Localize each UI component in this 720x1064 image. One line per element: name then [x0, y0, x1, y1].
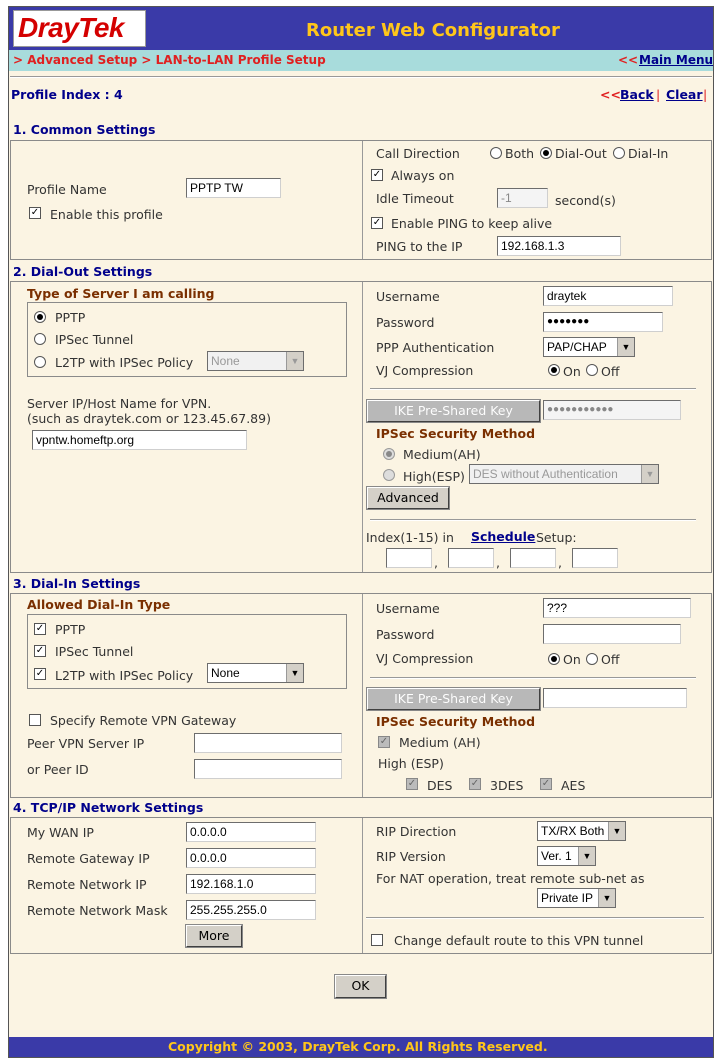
back-arrows: <<: [600, 87, 621, 102]
schedule-index-4[interactable]: [572, 548, 618, 568]
server-host-input[interactable]: vpntw.homeftp.org: [32, 430, 247, 450]
direction-dialin-radio[interactable]: [613, 147, 625, 159]
dialout-ike-input[interactable]: ●●●●●●●●●●●: [543, 400, 681, 420]
dialin-ipsec-checkbox[interactable]: ✓: [35, 645, 45, 656]
ping-ip-label: PING to the IP: [376, 239, 463, 254]
select-value: None: [211, 666, 240, 680]
column-divider: [362, 141, 363, 259]
remote-network-label: Remote Network IP: [27, 877, 147, 892]
rip-version-select[interactable]: [537, 846, 596, 866]
draytek-logo: [13, 10, 146, 47]
divider: [370, 519, 696, 521]
dialout-username-label: Username: [376, 289, 440, 304]
schedule-suffix: Setup:: [536, 530, 577, 545]
schedule-index-3[interactable]: [510, 548, 556, 568]
nat-select[interactable]: [537, 888, 616, 908]
dialin-ike-button[interactable]: IKE Pre-Shared Key: [367, 688, 540, 710]
dropdown-arrow-icon: ▼: [286, 352, 303, 370]
ppp-auth-select[interactable]: [543, 337, 635, 357]
direction-dialout-radio[interactable]: [540, 147, 552, 159]
comma: ,: [434, 555, 438, 570]
dialin-username-input[interactable]: ???: [543, 598, 691, 618]
dialout-high-radio[interactable]: [383, 469, 395, 481]
server-pptp-radio[interactable]: [34, 311, 46, 323]
column-divider: [362, 818, 363, 953]
allowed-dialin-title: Allowed Dial-In Type: [27, 597, 171, 612]
schedule-index-2[interactable]: [448, 548, 494, 568]
ok-button[interactable]: OK: [335, 975, 386, 998]
dialin-vj-on-radio[interactable]: [548, 653, 560, 665]
peer-id-label: or Peer ID: [27, 762, 89, 777]
dialout-high-label: High(ESP): [403, 469, 465, 484]
separator: |: [656, 87, 661, 102]
section-heading-common: 1. Common Settings: [13, 122, 156, 137]
server-pptp-label: PPTP: [55, 310, 86, 325]
dialin-high-label: High (ESP): [378, 756, 444, 771]
comma: ,: [558, 555, 562, 570]
dialout-username-input[interactable]: draytek: [543, 286, 673, 306]
dialin-3des-checkbox[interactable]: ✓: [470, 778, 480, 789]
dialout-high-select[interactable]: [469, 464, 659, 484]
rip-direction-label: RIP Direction: [376, 824, 457, 839]
divider: [366, 917, 704, 919]
rip-version-label: RIP Version: [376, 849, 446, 864]
idle-timeout-label: Idle Timeout: [376, 191, 454, 206]
select-value: None: [211, 354, 240, 368]
dialout-vj-on-radio[interactable]: [548, 364, 560, 376]
advanced-button[interactable]: Advanced: [367, 487, 449, 509]
idle-timeout-unit: second(s): [555, 193, 616, 208]
nat-label: For NAT operation, treat remote sub-net as: [376, 871, 645, 886]
dialin-password-input[interactable]: [543, 624, 681, 644]
server-type-title: Type of Server I am calling: [27, 286, 215, 301]
dialin-des-label: DES: [427, 778, 453, 793]
profile-name-label: Profile Name: [27, 182, 107, 197]
dialout-vj-off-radio[interactable]: [586, 364, 598, 376]
dropdown-arrow-icon: ▼: [617, 338, 634, 356]
dialout-ipsec-method-title: IPSec Security Method: [376, 426, 536, 441]
dialin-l2tp-checkbox[interactable]: ✓: [35, 668, 45, 679]
remote-network-input[interactable]: 192.168.1.0: [186, 874, 316, 894]
direction-both-label: Both: [505, 146, 535, 161]
specify-gateway-label: Specify Remote VPN Gateway: [50, 713, 237, 728]
dialout-password-label: Password: [376, 315, 435, 330]
server-l2tp-label: L2TP with IPSec Policy: [55, 355, 194, 370]
dialout-medium-radio[interactable]: [383, 448, 395, 460]
ping-ip-input[interactable]: 192.168.1.3: [497, 236, 621, 256]
remote-mask-label: Remote Network Mask: [27, 903, 168, 918]
clear-link[interactable]: Clear: [666, 87, 703, 102]
breadcrumb: > Advanced Setup > LAN-to-LAN Profile Setup: [13, 53, 326, 67]
server-host-label-1: Server IP/Host Name for VPN.: [27, 396, 212, 411]
remote-gateway-input[interactable]: 0.0.0.0: [186, 848, 316, 868]
dialin-aes-checkbox[interactable]: ✓: [541, 778, 551, 789]
server-ipsec-label: IPSec Tunnel: [55, 332, 134, 347]
dropdown-arrow-icon: ▼: [286, 664, 303, 682]
dropdown-arrow-icon: ▼: [608, 822, 625, 840]
separator: |: [703, 87, 708, 102]
default-route-label: Change default route to this VPN tunnel: [394, 933, 644, 948]
always-on-checkbox[interactable]: ✓: [372, 169, 382, 180]
select-value: TX/RX Both: [541, 824, 605, 838]
copyright: Copyright © 2003, DrayTek Corp. All Rights Reserved.: [168, 1039, 548, 1054]
idle-timeout-input[interactable]: -1: [497, 188, 548, 208]
dialout-vj-on-label: On: [563, 364, 581, 379]
column-divider: [362, 594, 363, 797]
select-value: DES without Authentication: [473, 467, 618, 481]
divider: [370, 677, 696, 679]
dialin-password-label: Password: [376, 627, 435, 642]
logo-text: DrayTek: [18, 12, 124, 43]
section-heading-tcpip: 4. TCP/IP Network Settings: [13, 800, 204, 815]
schedule-link[interactable]: Schedule: [471, 529, 536, 544]
select-value: PAP/CHAP: [547, 340, 607, 354]
ppp-auth-label: PPP Authentication: [376, 340, 495, 355]
server-ipsec-radio[interactable]: [34, 333, 46, 345]
server-l2tp-radio[interactable]: [34, 356, 46, 368]
dialin-medium-label: Medium (AH): [399, 735, 481, 750]
select-value: Private IP: [541, 891, 594, 905]
default-route-checkbox[interactable]: [371, 934, 383, 946]
main-menu-arrows: <<: [618, 53, 639, 67]
specify-gateway-checkbox[interactable]: [29, 714, 41, 726]
dialout-ike-button[interactable]: IKE Pre-Shared Key: [367, 400, 540, 422]
ping-enable-checkbox[interactable]: ✓: [372, 217, 382, 228]
dialout-password-input[interactable]: ●●●●●●●: [543, 312, 663, 332]
dialin-ipsec-method-title: IPSec Security Method: [376, 714, 536, 729]
dialin-l2tp-label: L2TP with IPSec Policy: [55, 668, 194, 683]
dialin-aes-label: AES: [561, 778, 586, 793]
rip-direction-select[interactable]: [537, 821, 626, 841]
dialout-medium-label: Medium(AH): [403, 447, 481, 462]
dialin-3des-label: 3DES: [490, 778, 524, 793]
schedule-index-1[interactable]: [386, 548, 432, 568]
dialin-medium-checkbox[interactable]: ✓: [379, 736, 389, 747]
direction-dialin-label: Dial-In: [628, 146, 669, 161]
dialin-username-label: Username: [376, 601, 440, 616]
call-direction-label: Call Direction: [376, 146, 460, 161]
peer-id-input[interactable]: [194, 759, 342, 779]
always-on-label: Always on: [391, 168, 455, 183]
profile-name-input[interactable]: PPTP TW: [186, 178, 281, 198]
enable-profile-label: Enable this profile: [50, 207, 163, 222]
server-host-label-2: (such as draytek.com or 123.45.67.89): [27, 411, 271, 426]
dialin-vj-label: VJ Compression: [376, 651, 474, 666]
direction-both-radio[interactable]: [490, 147, 502, 159]
dialin-pptp-label: PPTP: [55, 622, 86, 637]
dialin-vj-off-radio[interactable]: [586, 653, 598, 665]
dialout-l2tp-policy-select[interactable]: [207, 351, 304, 371]
dialin-pptp-checkbox[interactable]: ✓: [35, 623, 45, 634]
main-menu-link[interactable]: Main Menu: [639, 53, 714, 67]
remote-mask-input[interactable]: 255.255.255.0: [186, 900, 316, 920]
wan-ip-label: My WAN IP: [27, 825, 94, 840]
peer-ip-label: Peer VPN Server IP: [27, 736, 145, 751]
dialin-vj-off-label: Off: [601, 652, 620, 667]
ping-enable-label: Enable PING to keep alive: [391, 216, 553, 231]
remote-gateway-label: Remote Gateway IP: [27, 851, 150, 866]
dialin-ike-input[interactable]: [543, 688, 687, 708]
dialin-des-checkbox[interactable]: ✓: [407, 778, 417, 789]
section-heading-dialin: 3. Dial-In Settings: [13, 576, 141, 591]
wan-ip-input[interactable]: 0.0.0.0: [186, 822, 316, 842]
dropdown-arrow-icon: ▼: [641, 465, 658, 483]
dropdown-arrow-icon: ▼: [578, 847, 595, 865]
back-link[interactable]: Back: [620, 87, 654, 102]
select-value: Ver. 1: [541, 849, 572, 863]
column-divider: [362, 282, 363, 572]
more-button[interactable]: More: [186, 925, 242, 947]
section-heading-dialout: 2. Dial-Out Settings: [13, 264, 153, 279]
divider: [370, 388, 696, 390]
direction-dialout-label: Dial-Out: [555, 146, 607, 161]
dialout-vj-label: VJ Compression: [376, 363, 474, 378]
dialout-vj-off-label: Off: [601, 364, 620, 379]
schedule-prefix: Index(1-15) in: [366, 530, 454, 545]
dialin-l2tp-policy-select[interactable]: [207, 663, 304, 683]
comma: ,: [496, 555, 500, 570]
dialin-ipsec-label: IPSec Tunnel: [55, 644, 134, 659]
profile-index: Profile Index : 4: [11, 87, 123, 102]
enable-profile-checkbox[interactable]: ✓: [30, 207, 40, 218]
divider: [10, 76, 712, 78]
dialin-vj-on-label: On: [563, 652, 581, 667]
page-title: Router Web Configurator: [306, 20, 560, 41]
peer-ip-input[interactable]: [194, 733, 342, 753]
dropdown-arrow-icon: ▼: [598, 889, 615, 907]
